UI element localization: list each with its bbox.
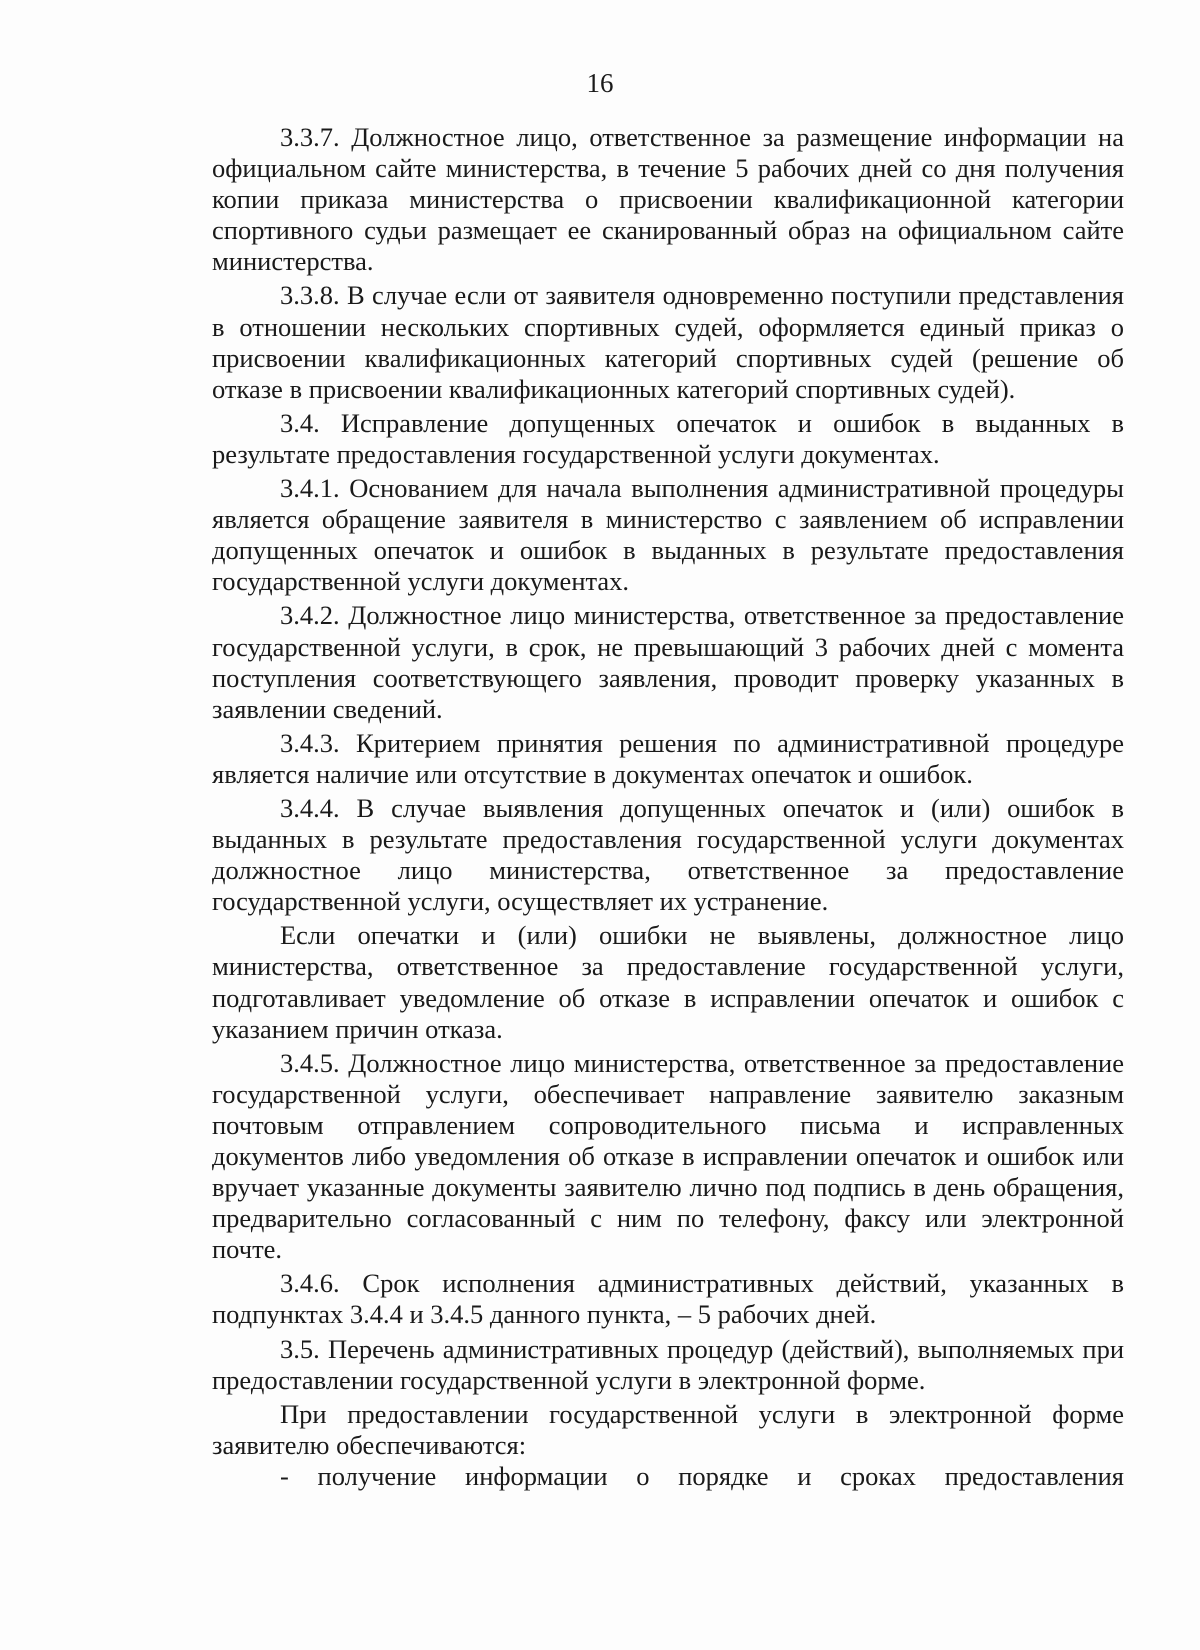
list-item-information: - получение информации о порядке и сроках предоставления (280, 1460, 1124, 1491)
paragraph-3-4-2: 3.4.2. Должностное лицо министерства, ответственное за предоставление государственной услуги, в срок, не превышающий 3 рабочих дней с момента поступления соответствующего заявления, проводит проверку указанных в заявлении сведений. (212, 600, 1124, 724)
paragraph-electronic-form: При предоставлении государственной услуги в электронной форме заявителю обеспечиваются: (212, 1398, 1124, 1460)
paragraph-3-4-6: 3.4.6. Срок исполнения административных действий, указанных в подпунктах 3.4.4 и 3.4.5 данного пункта, – 5 рабочих дней. (212, 1268, 1124, 1330)
paragraph-3-3-7: 3.3.7. Должностное лицо, ответственное за размещение информации на официальном сайте министерства, в течение 5 рабочих дней со дня получения копии приказа министерства о присвоении квалификационной категории спортивного судьи размещает ее сканированный образ на официальном сайте министерства. (212, 122, 1124, 277)
paragraph-3-4-4: 3.4.4. В случае выявления допущенных опечаток и (или) ошибок в выданных в результате предоставления государственной услуги документах должностное лицо министерства, ответственное за предоставление государственной услуги, осуществляет их устранение. (212, 792, 1124, 917)
paragraph-3-4-5: 3.4.5. Должностное лицо министерства, ответственное за предоставление государственной услуги, обеспечивает направление заявителю заказным почтовым отправлением сопроводительного письма и исправленных документов либо уведомления об отказе в исправлении опечаток и ошибок или вручает указанные документы заявителю лично под подпись в день обращения, предварительно согласованный с ним по телефону, факсу или электронной почте. (212, 1047, 1124, 1265)
page-number: 16 (586, 68, 614, 98)
paragraph-errors-not-found: Если опечатки и (или) ошибки не выявлены, должностное лицо министерства, ответственное за предоставление государственной услуги, подготавливает уведомление об отказе в исправлении опечаток и ошибок с указанием причин отказа. (212, 920, 1124, 1044)
paragraph-3-3-8: 3.3.8. В случае если от заявителя одновременно поступили представления в отношении нескольких спортивных судей, оформляется единый приказ о присвоении квалификационных категорий спортивных судей (решение об отказе в присвоении квалификационных категорий спортивных судей). (212, 280, 1124, 404)
paragraph-3-4: 3.4. Исправление допущенных опечаток и ошибок в выданных в результате предоставления государственной услуги документах. (212, 407, 1124, 469)
paragraph-3-4-3: 3.4.3. Критерием принятия решения по административной процедуре является наличие или отсутствие в документах опечаток и ошибок. (212, 727, 1124, 789)
paragraph-3-5: 3.5. Перечень административных процедур (действий), выполняемых при предоставлении государственной услуги в электронной форме. (212, 1333, 1124, 1395)
paragraph-3-4-1: 3.4.1. Основанием для начала выполнения административной процедуры является обращение заявителя в министерство с заявлением об исправлении допущенных опечаток и ошибок в выданных в результате предоставления государственной услуги документах. (212, 473, 1124, 597)
document-body (212, 122, 1124, 1492)
